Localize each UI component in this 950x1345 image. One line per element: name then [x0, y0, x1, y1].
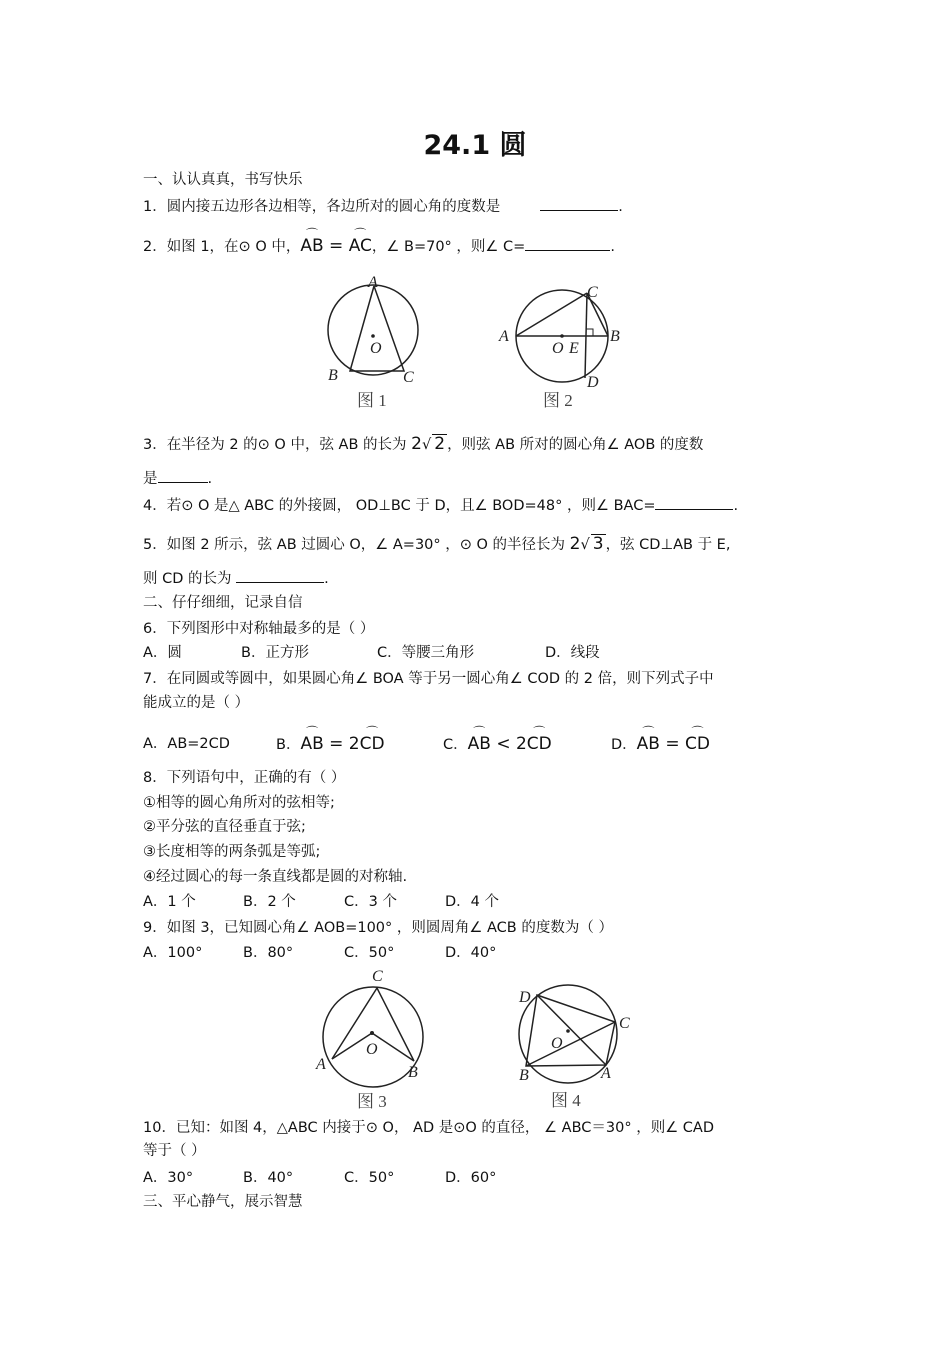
fig4-caption: 图 4: [551, 1091, 581, 1110]
option-b[interactable]: B．80°: [243, 945, 294, 961]
fig2-label-c: C: [587, 284, 598, 301]
option-a[interactable]: A．AB=2CD: [143, 736, 230, 752]
answer-blank[interactable]: [525, 236, 610, 251]
statement-1: ①相等的圆心角所对的弦相等;: [143, 795, 335, 811]
fig2-label-o: O: [552, 340, 564, 357]
question-8: 8．下列语句中，正确的有（ ）: [143, 770, 346, 786]
option-d[interactable]: D．60°: [445, 1170, 497, 1186]
option-d[interactable]: [611, 734, 710, 755]
fig3-label-c: C: [372, 968, 383, 985]
option-b[interactable]: B．正方形: [241, 645, 309, 661]
fig1-caption: 图 1: [357, 391, 387, 410]
arc-cd: ⌒ CD: [685, 734, 710, 754]
question-3: 3．在半径为 2 的⊙ O 中，弦 AB 的长为 2√ 2 ，则弦 AB 所对的圆心角∠ AOB 的度数: [143, 434, 704, 454]
q5-text-c: 则 CD 的长为: [143, 571, 232, 587]
fig3-caption: 图 3: [357, 1092, 387, 1111]
option-c-prefix: C．: [443, 737, 468, 753]
arc-ac: ⌒ AC: [349, 236, 372, 256]
q3-text: 3．在半径为 2 的⊙ O 中，弦 AB 的长为: [143, 437, 407, 453]
question-10: 10．已知：如图 4，△ABC 内接于⊙ O， AD 是⊙O 的直径， ∠ ABC＝30° ，则∠ CAD: [143, 1120, 715, 1136]
fig4-label-o: O: [551, 1035, 563, 1052]
q5-radicand: 3: [592, 534, 604, 554]
option-d[interactable]: D．4 个: [445, 894, 499, 910]
q3-text-b: ，则弦 AB 所对的圆心角∠ AOB 的度数: [447, 437, 704, 453]
q5-coef: 2: [569, 534, 581, 554]
q1-text: 1．圆内接五边形各边相等，各边所对的圆心角的度数是: [143, 199, 501, 215]
figure-3: [310, 963, 435, 1113]
fig4-label-c: C: [619, 1015, 630, 1032]
option-a[interactable]: A．30°: [143, 1170, 194, 1186]
answer-blank[interactable]: [540, 196, 618, 211]
question-7: 7．在同圆或等圆中，如果圆心角∠ BOA 等于另一圆心角∠ COD 的 2 倍，则下列式子中: [143, 671, 714, 687]
q2-text-b: ，∠ B=70° ，则∠ C=: [371, 239, 526, 255]
question-7-options: [143, 734, 763, 756]
question-4: 4．若⊙ O 是△ ABC 的外接圆， OD⊥BC 于 D，且∠ BOD=48° ，则∠ BAC= .: [143, 495, 738, 516]
question-2: 2．如图 1，在⊙ O 中，⌒ AB = ⌒ AC，∠ B=70° ，则∠ C= .: [143, 236, 615, 257]
q5-text-b: ，弦 CD⊥AB 于 E,: [605, 537, 731, 553]
option-b[interactable]: B．40°: [243, 1170, 294, 1186]
option-a[interactable]: A．1 个: [143, 894, 196, 910]
fig4-label-b: B: [519, 1067, 529, 1084]
option-c[interactable]: C．50°: [344, 1170, 395, 1186]
option-c[interactable]: C．等腰三角形: [377, 645, 475, 661]
option-c[interactable]: C．3 个: [344, 894, 397, 910]
fig2-label-b: B: [610, 328, 620, 345]
question-7-cont: 能成立的是（ ）: [143, 695, 250, 711]
question-6: 6．下列图形中对称轴最多的是（ ）: [143, 621, 375, 637]
statement-4: ④经过圆心的每一条直线都是圆的对称轴.: [143, 869, 408, 885]
section-heading-3: 三、平心静气，展示智慧: [143, 1194, 303, 1210]
question-10-options: [143, 1168, 763, 1188]
arc-cd: ⌒ CD: [360, 734, 385, 754]
fig2-label-a: A: [499, 328, 509, 345]
question-9-options: [143, 943, 763, 963]
option-b[interactable]: [276, 734, 385, 755]
section-heading-2: 二、仔仔细细，记录自信: [143, 595, 303, 611]
question-1: 1．圆内接五边形各边相等，各边所对的圆心角的度数是 .: [143, 196, 623, 217]
section-heading-1: 一、认认真真，书写快乐: [143, 172, 303, 188]
answer-blank[interactable]: [236, 568, 324, 583]
q3-text-c: 是: [143, 471, 158, 487]
arc-cd: ⌒ CD: [527, 734, 552, 754]
q5-text: 5．如图 2 所示，弦 AB 过圆心 O，∠ A=30° ，⊙ O 的半径长为: [143, 537, 566, 553]
option-d-relation: =: [659, 734, 686, 754]
fig3-label-a: A: [316, 1056, 326, 1073]
q2-eq: =: [323, 236, 349, 256]
arc-ab: ⌒ AB: [468, 734, 491, 754]
statement-2: ②平分弦的直径垂直于弦;: [143, 819, 306, 835]
fig2-caption: 图 2: [543, 391, 573, 410]
figure-1: [320, 270, 430, 415]
fig1-label-a: A: [368, 274, 378, 291]
fig1-label-o: O: [370, 340, 382, 357]
fig1-label-b: B: [328, 367, 338, 384]
question-8-options: [143, 892, 763, 912]
q3-coef: 2: [411, 434, 422, 454]
statement-3: ③长度相等的两条弧是等弧;: [143, 844, 321, 860]
question-10-cont: 等于（ ）: [143, 1143, 206, 1159]
figure-2: [495, 278, 635, 415]
fig1-label-c: C: [403, 369, 414, 386]
arc-ab: ⌒ AB: [637, 734, 660, 754]
option-c-relation: < 2: [490, 734, 527, 754]
option-b-prefix: B．: [276, 737, 301, 753]
question-5-cont: 则 CD 的长为 .: [143, 568, 329, 589]
answer-blank[interactable]: [158, 468, 208, 483]
option-b[interactable]: B．2 个: [243, 894, 296, 910]
option-c[interactable]: [443, 734, 552, 755]
fig4-label-d: D: [519, 989, 531, 1006]
option-b-relation: = 2: [323, 734, 360, 754]
fig4-label-a: A: [601, 1065, 611, 1082]
option-c[interactable]: C．50°: [344, 945, 395, 961]
fig2-label-e: E: [569, 340, 579, 357]
option-d[interactable]: D．线段: [545, 645, 600, 661]
page-title: 24.1 圆: [423, 130, 527, 161]
fig3-label-b: B: [408, 1064, 418, 1081]
option-a[interactable]: A．100°: [143, 945, 203, 961]
question-9: 9．如图 3，已知圆心角∠ AOB=100° ，则圆周角∠ ACB 的度数为（ ）: [143, 920, 613, 936]
fig2-label-d: D: [587, 374, 599, 391]
fig3-label-o: O: [366, 1041, 378, 1058]
option-d[interactable]: D．40°: [445, 945, 497, 961]
figure-4: [505, 980, 640, 1113]
question-3-cont: 是 .: [143, 468, 212, 489]
question-6-options: [143, 643, 763, 663]
arc-ab: ⌒ AB: [300, 734, 323, 754]
arc-ab: ⌒ AB: [300, 236, 323, 256]
option-a[interactable]: A．圆: [143, 645, 182, 661]
q4-text: 4．若⊙ O 是△ ABC 的外接圆， OD⊥BC 于 D，且∠ BOD=48° ，则∠ BAC=: [143, 498, 656, 514]
answer-blank[interactable]: [655, 495, 733, 510]
q2-text: 2．如图 1，在⊙ O 中，: [143, 239, 301, 255]
q3-radicand: 2: [434, 434, 446, 454]
option-d-prefix: D．: [611, 737, 637, 753]
question-5: 5．如图 2 所示，弦 AB 过圆心 O，∠ A=30° ，⊙ O 的半径长为 2√ 3 ，弦 CD⊥AB 于 E,: [143, 534, 731, 554]
